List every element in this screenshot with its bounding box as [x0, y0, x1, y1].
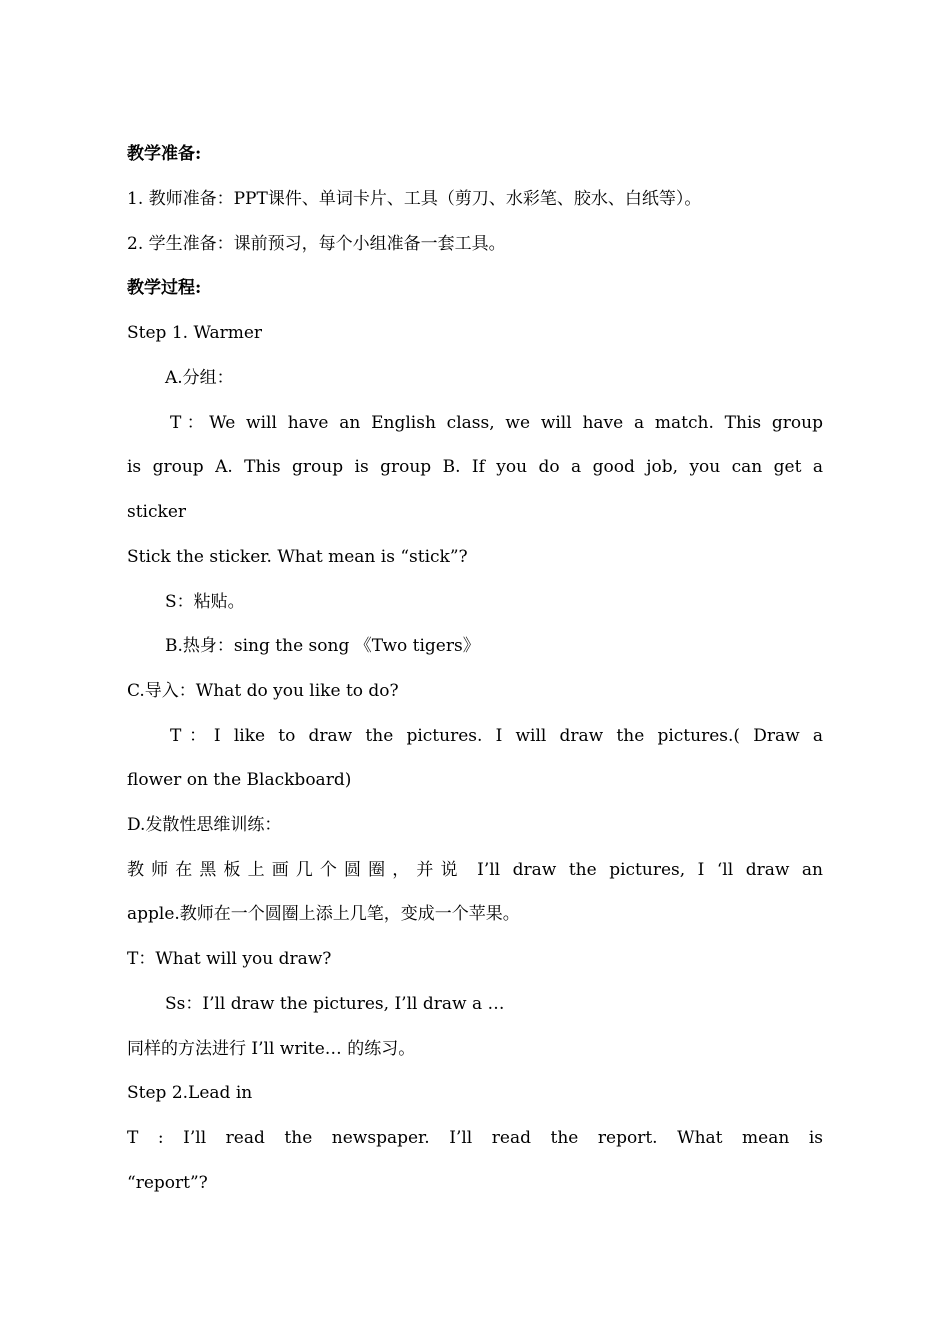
preparation-item-teacher: 1. 教师准备：PPT课件、单词卡片、工具（剪刀、水彩笔、胶水、白纸等）。	[127, 189, 702, 209]
paragraph-line: is group A. This group is group B. If you do a good job, you can get a	[127, 457, 823, 477]
preparation-item-students: 2. 学生准备：课前预习，每个小组准备一套工具。	[127, 234, 506, 254]
student-answer: S：粘贴。	[165, 592, 245, 612]
step-2-title: Step 2.Lead in	[127, 1083, 253, 1103]
paragraph-line: Stick the sticker. What mean is “stick”?	[127, 547, 468, 567]
paragraph-line: T : I’ll read the newspaper. I’ll read the report. What mean is	[127, 1128, 823, 1148]
teacher-question: T：What will you draw?	[127, 949, 332, 969]
paragraph-line: flower on the Blackboard)	[127, 770, 352, 790]
students-answer: Ss：I’ll draw the pictures, I’ll draw a …	[165, 994, 505, 1014]
paragraph-line: 教师在黑板上画几个圆圈，并说 I’ll draw the pictures, I ‘ll draw an	[127, 860, 823, 880]
subsection-b-warmup: B.热身：sing the song 《Two tigers》	[165, 636, 480, 656]
paragraph-line: sticker	[127, 502, 187, 522]
paragraph-line: “report”?	[127, 1173, 208, 1193]
step-1-title: Step 1. Warmer	[127, 323, 263, 343]
section-heading-process: 教学过程:	[127, 278, 202, 298]
paragraph-line: apple.教师在一个圆圈上添上几笔，变成一个苹果。	[127, 904, 520, 924]
subsection-a-grouping: A.分组：	[165, 368, 234, 388]
paragraph-line: T：We will have an English class, we will have a match. This group	[170, 413, 823, 433]
subsection-c-intro: C.导入：What do you like to do?	[127, 681, 399, 701]
subsection-d-training: D.发散性思维训练：	[127, 815, 282, 835]
paragraph-line: 同样的方法进行 I’ll write… 的练习。	[127, 1039, 416, 1059]
section-heading-preparation: 教学准备:	[127, 144, 202, 164]
paragraph-line: T：I like to draw the pictures. I will draw the pictures.( Draw a	[170, 726, 823, 746]
